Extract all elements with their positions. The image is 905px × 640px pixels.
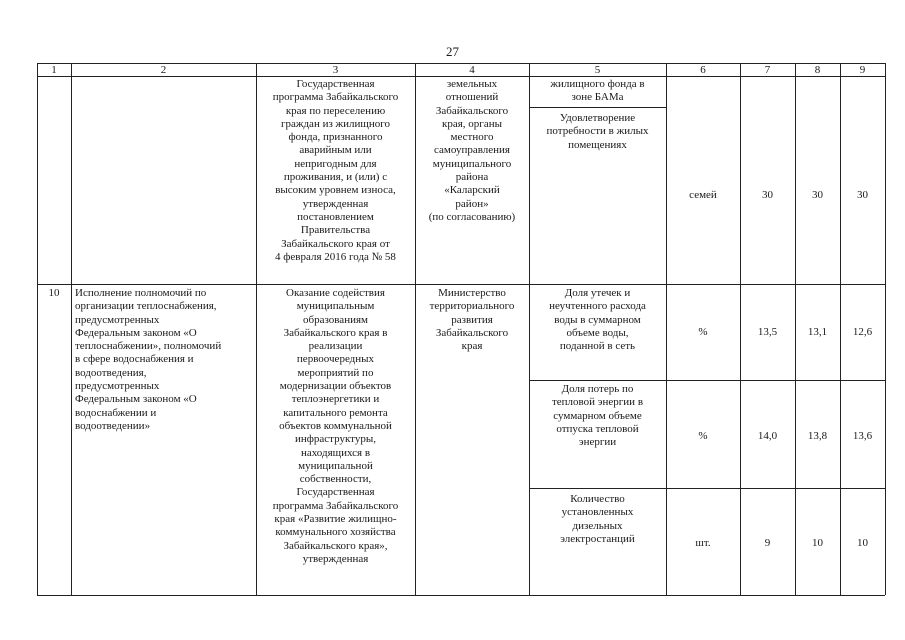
cont-executor-text: земельных отношений Забайкальского края, органы местного самоуправления муниципального района «Каларский район» (по согласованию) <box>428 78 516 223</box>
header-col-9: 9 <box>859 64 866 76</box>
row10-indicator-2-col7: 14,0 <box>757 430 778 442</box>
header-bottom-border <box>37 76 885 77</box>
cont-value-col8: 30 <box>812 189 823 201</box>
row10-indicator-2-unit: % <box>698 430 708 442</box>
header-col-2: 2 <box>160 64 167 76</box>
col-border-4-5 <box>529 63 530 595</box>
cont-unit: семей <box>689 189 717 201</box>
header-col-1: 1 <box>51 64 57 76</box>
cont-program-text: Государственная программа Забайкальского края по переселению граждан из жилищного фонда, признанного аварийным или непригодным для проживания, и (или) с высоким уровнем износа, утвержденная постановлением Правительства Забайкальского края от 4 февраля 2016 года № 58 <box>272 78 399 263</box>
cont-value-col9: 30 <box>857 189 868 201</box>
header-col-8: 8 <box>814 64 821 76</box>
col-border-2-3 <box>256 63 257 595</box>
cont-indicator-split <box>529 107 666 108</box>
row10-indicator-1-col8: 13,1 <box>807 326 828 338</box>
row10-indicator-2-col9: 13,6 <box>852 430 873 442</box>
cont-indicator-name: Удовлетворение потребности в жилых помещениях <box>546 112 649 151</box>
header-col-3: 3 <box>332 64 339 76</box>
row10-measure-text: Оказание содействия муниципальным образованиям Забайкальского края в реализации первоочередных мероприятий по модернизации объектов теплоэнергетики и капитального ремонта объектов коммунальной инфраструктуры, находящихся в муниципальной собственности, Государственная программа Забайкальского края «Развитие жилищно- коммунального хозяйства Забайкальского края», утвержденная <box>272 287 399 565</box>
header-col-5: 5 <box>594 64 601 76</box>
header-col-4: 4 <box>469 64 475 76</box>
header-col-6: 6 <box>700 64 706 76</box>
row10-indicator-1-unit: % <box>698 326 708 338</box>
row10-task-text: Исполнение полномочий по организации теплоснабжения, предусмотренных Федеральным законом «О теплоснабжении», полномочий в сфере водоснабжения и водоотведения, предусмотренных Федеральным законом «О водоснабжении и водоотведении» <box>75 287 222 432</box>
page-number: 27 <box>446 44 459 59</box>
col-border-3-4 <box>415 63 416 595</box>
cont-indicator-tail: жилищного фонда в зоне БАМа <box>550 78 645 104</box>
row10-indicator-3-col9: 10 <box>857 537 868 549</box>
row10-indicator-3-col7: 9 <box>764 537 771 549</box>
row10-indicator-2-name: Доля потерь по тепловой энергии в суммарном объеме отпуска тепловой энергии <box>551 383 644 449</box>
row10-indicator-2-col8: 13,8 <box>807 430 828 442</box>
row10-indicator-3-col8: 10 <box>812 537 823 549</box>
col-border-right <box>885 63 886 595</box>
row10-indicator-3-unit: шт. <box>695 537 711 549</box>
row10-number: 10 <box>48 287 60 299</box>
row10-top-border <box>37 284 885 285</box>
row10-indicator-1-name: Доля утечек и неучтенного расхода воды в суммарном объеме воды, поданной в сеть <box>549 287 646 353</box>
row10-indicator-1-col9: 12,6 <box>852 326 873 338</box>
row10-indicator-3-name: Количество установленных дизельных электростанций <box>560 493 635 545</box>
row10-indicator-split-1 <box>529 380 885 381</box>
row10-indicator-1-col7: 13,5 <box>757 326 778 338</box>
cont-value-col7: 30 <box>762 189 773 201</box>
col-border-1-2 <box>71 63 72 595</box>
table-bottom-border <box>37 595 885 596</box>
row10-indicator-split-2 <box>529 488 885 489</box>
row10-executor-text: Министерство территориального развития Забайкальского края <box>429 287 515 353</box>
col-border-left <box>37 63 38 595</box>
header-col-7: 7 <box>764 64 771 76</box>
